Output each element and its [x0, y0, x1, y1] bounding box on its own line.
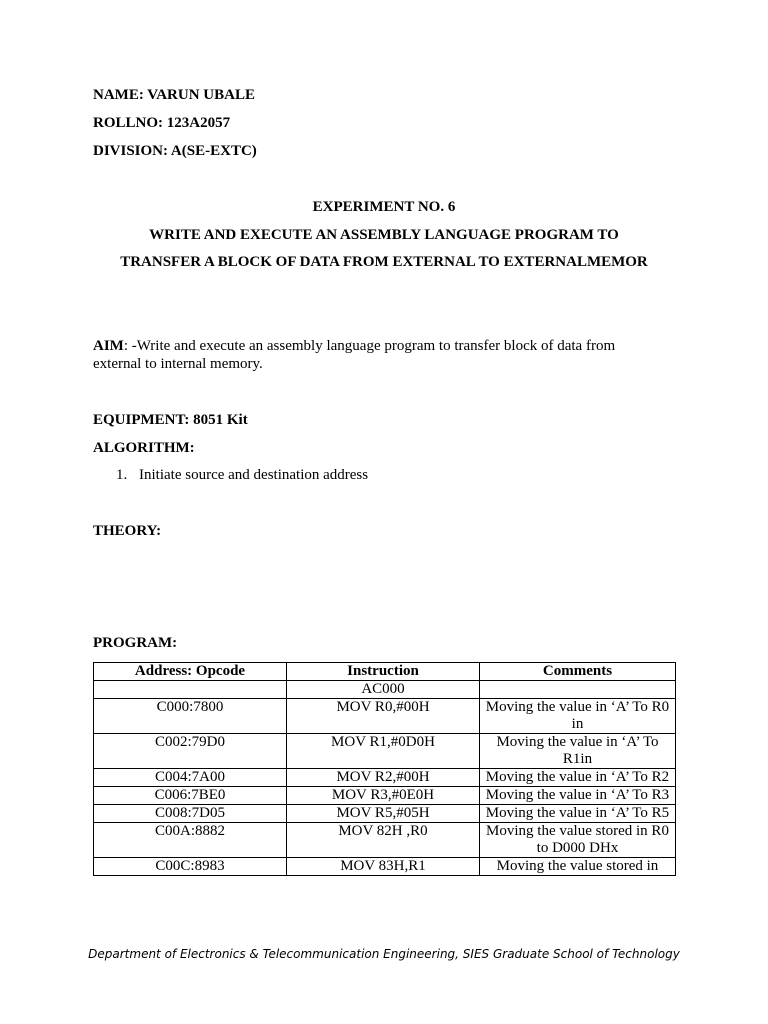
address-cell: C004:7A00: [94, 769, 287, 787]
instruction-cell: AC000: [287, 681, 480, 699]
comment-cell: Moving the value in ‘A’ To R0 in: [480, 699, 676, 734]
algorithm-step-text: Initiate source and destination address: [139, 467, 369, 483]
comment-cell: Moving the value in ‘A’ To R1in: [480, 734, 676, 769]
table-row: [94, 787, 676, 805]
aim-paragraph: [93, 337, 653, 373]
table-row: [94, 681, 676, 699]
experiment-number: EXPERIMENT NO. 6: [312, 199, 456, 215]
address-cell: C00A:8882: [94, 823, 287, 858]
instruction-cell: MOV 82H ,R0: [287, 823, 480, 858]
division: DIVISION: A(SE-EXTC): [93, 143, 257, 159]
table-row: [94, 699, 676, 734]
comment-cell: Moving the value in ‘A’ To R3: [480, 787, 676, 805]
comment-cell: Moving the value in ‘A’ To R2: [480, 769, 676, 787]
experiment-title-line-2: TRANSFER A BLOCK OF DATA FROM EXTERNAL TO EXTERNALMEMOR: [120, 254, 648, 270]
column-header-instruction: Instruction: [287, 663, 480, 681]
instruction-cell: MOV R2,#00H: [287, 769, 480, 787]
instruction-cell: MOV R3,#0E0H: [287, 787, 480, 805]
aim-text: : -Write and execute an assembly language program to transfer block of data from external to internal memory.: [93, 338, 616, 372]
table-row: [94, 734, 676, 769]
comment-cell: Moving the value in ‘A’ To R5: [480, 805, 676, 823]
program-table: [93, 662, 676, 876]
experiment-title-line-1: WRITE AND EXECUTE AN ASSEMBLY LANGUAGE PROGRAM TO: [149, 227, 619, 243]
roll-number: ROLLNO: 123A2057: [93, 115, 231, 131]
aim-label: AIM: [93, 338, 124, 354]
address-cell: C000:7800: [94, 699, 287, 734]
address-cell: C002:79D0: [94, 734, 287, 769]
program-heading: PROGRAM:: [93, 635, 178, 651]
student-name: NAME: VARUN UBALE: [93, 87, 255, 103]
table-row: [94, 858, 676, 876]
table-row: [94, 823, 676, 858]
instruction-cell: MOV R0,#00H: [287, 699, 480, 734]
theory-heading: THEORY:: [93, 523, 162, 539]
table-row: [94, 769, 676, 787]
instruction-cell: MOV R5,#05H: [287, 805, 480, 823]
address-cell: C00C:8983: [94, 858, 287, 876]
comment-cell: Moving the value stored in R0 to D000 DHx: [480, 823, 676, 858]
instruction-cell: MOV 83H,R1: [287, 858, 480, 876]
comment-cell: [480, 681, 676, 699]
column-header-comments: Comments: [480, 663, 676, 681]
comment-cell: Moving the value stored in: [480, 858, 676, 876]
table-row: [94, 805, 676, 823]
instruction-cell: MOV R1,#0D0H: [287, 734, 480, 769]
address-cell: C006:7BE0: [94, 787, 287, 805]
algorithm-step: [116, 467, 368, 484]
column-header-address: Address: Opcode: [94, 663, 287, 681]
table-header-row: [94, 663, 676, 681]
address-cell: [94, 681, 287, 699]
address-cell: C008:7D05: [94, 805, 287, 823]
algorithm-heading: ALGORITHM:: [93, 440, 195, 456]
equipment: EQUIPMENT: 8051 Kit: [93, 412, 248, 428]
page-footer: Department of Electronics & Telecommunication Engineering, SIES Graduate School of Technology: [88, 947, 680, 961]
algorithm-step-number: 1.: [116, 467, 128, 483]
